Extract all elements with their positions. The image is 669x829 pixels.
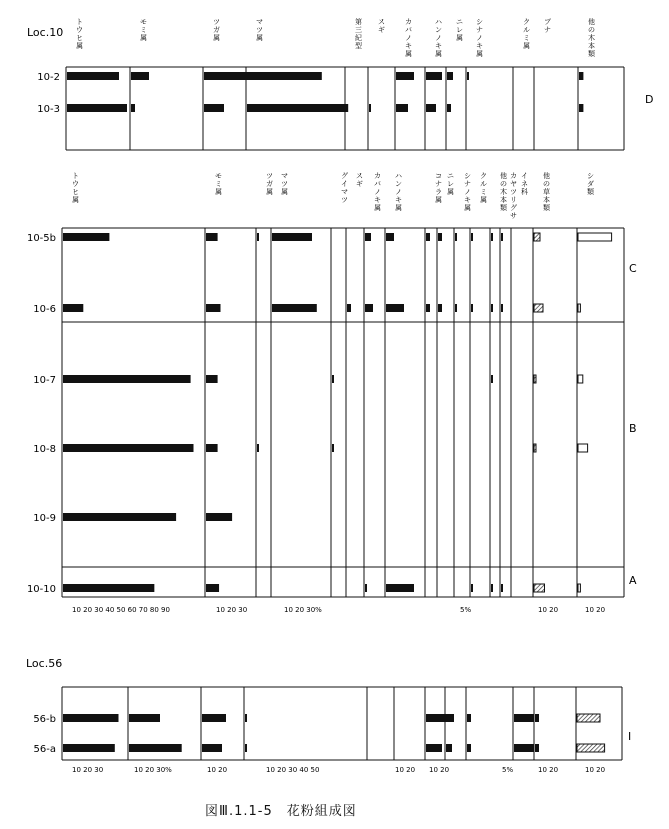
- pollen-bar: [579, 104, 583, 112]
- pollen-bar: [426, 304, 430, 312]
- pollen-bar: [514, 744, 534, 752]
- axis-tick-label: 10 20: [585, 606, 606, 614]
- bar-layer: [63, 72, 612, 752]
- pollen-bar: [386, 304, 404, 312]
- axis-tick-label: 10 20: [585, 766, 606, 774]
- pollen-bar: [347, 304, 351, 312]
- pollen-bar: [467, 744, 471, 752]
- taxon-header: カヤツリグサ: [510, 172, 517, 220]
- pollen-bar: [534, 584, 545, 592]
- pollen-bar: [386, 233, 394, 241]
- pollen-bar: [447, 104, 451, 112]
- pollen-bar: [369, 104, 371, 112]
- pollen-bar: [63, 584, 154, 592]
- axis-tick-label: 10 20: [207, 766, 228, 774]
- pollen-bar: [426, 744, 442, 752]
- pollen-bar: [501, 233, 503, 241]
- sample-label: 10-9: [33, 513, 56, 524]
- pollen-bar: [272, 233, 312, 241]
- axis-tick-label: 10 20 30: [72, 766, 104, 774]
- taxon-header: ブナ: [544, 18, 551, 34]
- pollen-bar: [578, 375, 583, 383]
- pollen-bar: [129, 744, 182, 752]
- pollen-bar: [471, 584, 473, 592]
- pollen-bar: [447, 72, 453, 80]
- sample-label: 10-8: [33, 444, 56, 455]
- pollen-bar: [396, 72, 414, 80]
- zone-label: C: [629, 262, 637, 275]
- pollen-bar: [578, 444, 588, 452]
- pollen-bar: [446, 744, 452, 752]
- pollen-bar: [365, 584, 367, 592]
- axis-tick-label: 5%: [460, 606, 472, 614]
- pollen-bar: [247, 104, 348, 112]
- pollen-bar: [396, 104, 408, 112]
- axis-tick-label: 10 20 30 40 50: [266, 766, 320, 774]
- pollen-bar: [206, 444, 218, 452]
- pollen-bar: [206, 375, 218, 383]
- pollen-bar: [535, 714, 539, 722]
- pollen-bar: [247, 72, 322, 80]
- sample-label: 10-3: [37, 104, 60, 115]
- pollen-bar: [202, 714, 226, 722]
- pollen-bar: [332, 375, 334, 383]
- axis-tick-label: 10 20: [538, 606, 559, 614]
- sample-label: 10-2: [37, 72, 60, 83]
- taxon-header: クルミ属: [523, 18, 530, 50]
- pollen-bar: [63, 304, 83, 312]
- sample-label: 10-5b: [26, 233, 56, 244]
- taxon-header: シナノキ属: [476, 18, 483, 58]
- axis-tick-label: 5%: [502, 766, 514, 774]
- axis-tick-label: 10 20 30 40 50 60 70 80 90: [72, 606, 170, 614]
- pollen-bar: [129, 714, 160, 722]
- pollen-bar: [206, 304, 221, 312]
- pollen-bar: [131, 72, 149, 80]
- axis-tick-label: 10 20: [538, 766, 559, 774]
- taxon-header: ツガ属: [266, 172, 273, 196]
- axis-tick-label: 10 20: [395, 766, 416, 774]
- pollen-bar: [131, 104, 135, 112]
- axis-tick-label: 10 20: [429, 766, 450, 774]
- taxon-header: ハンノキ属: [435, 18, 442, 58]
- pollen-bar: [67, 104, 127, 112]
- axis-tick-label: 10 20 30%: [134, 766, 172, 774]
- pollen-bar: [426, 714, 446, 722]
- pollen-bar: [534, 375, 536, 383]
- sample-label: 56-b: [33, 714, 56, 725]
- pollen-bar: [467, 714, 471, 722]
- pollen-bar: [501, 304, 503, 312]
- pollen-bar: [534, 444, 536, 452]
- pollen-bar: [578, 584, 580, 592]
- pollen-bar: [438, 304, 442, 312]
- zone-label: B: [629, 422, 637, 435]
- pollen-bar: [245, 714, 247, 722]
- pollen-bar: [332, 444, 334, 452]
- taxon-header: グイマツ: [341, 172, 348, 204]
- pollen-bar: [365, 233, 371, 241]
- pollen-bar: [202, 744, 222, 752]
- figure-caption: 図Ⅲ.1.1-5 花粉組成図: [205, 804, 357, 819]
- pollen-bar: [204, 104, 224, 112]
- pollen-bar: [579, 72, 583, 80]
- taxon-header: トウヒ属: [72, 172, 79, 204]
- pollen-bar: [578, 233, 612, 241]
- pollen-bar: [63, 444, 194, 452]
- pollen-bar: [438, 233, 442, 241]
- pollen-bar: [63, 714, 119, 722]
- pollen-bar: [467, 72, 469, 80]
- taxon-header: モミ属: [215, 172, 222, 196]
- pollen-bar: [514, 714, 534, 722]
- taxon-header: スギ: [356, 172, 363, 188]
- taxon-header: トウヒ属: [76, 18, 83, 50]
- location-label: Loc.10: [27, 26, 64, 39]
- pollen-bar: [426, 72, 442, 80]
- pollen-bar: [491, 233, 493, 241]
- pollen-bar: [63, 744, 115, 752]
- pollen-bar: [577, 714, 600, 722]
- pollen-bar: [365, 304, 373, 312]
- sample-label: 56-a: [33, 744, 56, 755]
- pollen-bar: [257, 233, 259, 241]
- taxon-header: イネ科: [521, 172, 528, 196]
- pollen-bar: [471, 304, 473, 312]
- pollen-bar: [471, 233, 473, 241]
- sample-label: 10-10: [26, 584, 56, 595]
- zone-label: A: [629, 574, 637, 587]
- taxon-header: マツ属: [281, 172, 288, 196]
- taxon-header: シナノキ属: [464, 172, 471, 212]
- pollen-bar: [63, 375, 191, 383]
- taxon-header: カバノキ属: [405, 18, 412, 58]
- pollen-bar: [63, 513, 176, 521]
- axis-tick-label: 10 20 30: [216, 606, 248, 614]
- pollen-bar: [534, 304, 543, 312]
- pollen-bar: [272, 304, 317, 312]
- pollen-bar: [535, 744, 539, 752]
- taxon-header: ツガ属: [213, 18, 220, 42]
- pollen-bar: [426, 104, 436, 112]
- panel-frames: [62, 67, 624, 760]
- taxon-header: ハンノキ属: [395, 172, 402, 212]
- taxon-header: スギ: [378, 18, 385, 34]
- pollen-bar: [455, 304, 457, 312]
- pollen-bar: [534, 233, 540, 241]
- pollen-bar: [578, 304, 580, 312]
- taxon-header: カバノキ属: [374, 172, 381, 212]
- pollen-bar: [257, 444, 259, 452]
- taxon-header: シダ類: [587, 172, 594, 196]
- taxon-header: 第三紀型: [355, 18, 362, 50]
- taxon-header: ニレ属: [456, 18, 463, 42]
- taxon-header: 他の木本類: [500, 172, 507, 212]
- zone-label: D: [645, 93, 654, 106]
- pollen-bar: [446, 714, 454, 722]
- pollen-bar: [491, 304, 493, 312]
- pollen-bar: [206, 584, 219, 592]
- pollen-bar: [426, 233, 430, 241]
- sample-label: 10-7: [33, 375, 56, 386]
- label-layer: [26, 17, 653, 774]
- pollen-bar: [491, 375, 493, 383]
- pollen-bar: [386, 584, 414, 592]
- axis-tick-label: 10 20 30%: [284, 606, 322, 614]
- taxon-header: ニレ属: [447, 172, 454, 196]
- pollen-bar: [206, 513, 232, 521]
- taxon-header: 他の草本類: [543, 172, 550, 212]
- sample-label: 10-6: [33, 304, 56, 315]
- pollen-bar: [67, 72, 119, 80]
- pollen-bar: [206, 233, 218, 241]
- pollen-bar: [63, 233, 109, 241]
- pollen-bar: [577, 744, 605, 752]
- taxon-header: 他の木本類: [588, 18, 595, 58]
- taxon-header: コナラ属: [435, 172, 442, 204]
- taxon-header: マツ属: [256, 18, 263, 42]
- pollen-bar: [245, 744, 247, 752]
- zone-label: I: [628, 730, 632, 743]
- pollen-bar: [455, 233, 457, 241]
- pollen-bar: [501, 584, 503, 592]
- taxon-header: クルミ属: [480, 172, 487, 204]
- location-label: Loc.56: [26, 657, 63, 670]
- pollen-bar: [204, 72, 248, 80]
- pollen-bar: [491, 584, 493, 592]
- taxon-header: モミ属: [140, 18, 147, 42]
